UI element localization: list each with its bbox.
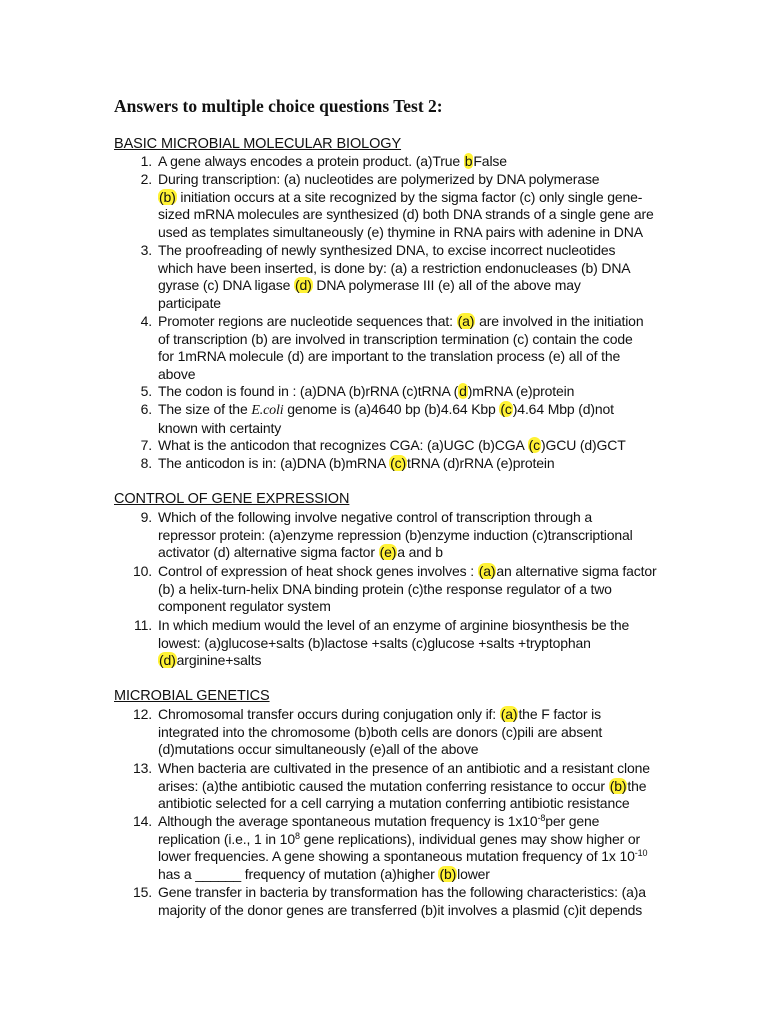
question-line [158, 420, 674, 438]
question-line [158, 189, 674, 207]
text-run: known with certainty [158, 419, 282, 436]
question-line [158, 760, 674, 778]
text-run: per gene [545, 813, 600, 829]
answer-highlight: (c) [390, 455, 407, 471]
question-text [158, 383, 674, 401]
text-run: has a ______ frequency of mutation (a)higher [158, 865, 439, 882]
answer-highlight: (a) [478, 563, 496, 579]
question-line [158, 617, 674, 635]
text-run: )mRNA (e)protein [467, 383, 575, 399]
question-number: 10. [132, 563, 152, 579]
text-run: The anticodon is in: (a)DNA (b)mRNA [158, 455, 390, 471]
answer-highlight: (c [528, 437, 540, 453]
question-text [158, 617, 674, 670]
question-line [158, 153, 674, 171]
question-line [158, 598, 674, 616]
text-run: Chromosomal transfer occurs during conjugation only if: [158, 706, 500, 722]
superscript-text: 8 [294, 830, 300, 841]
question-line [158, 295, 674, 313]
text-run: In which medium would the level of an enzyme of arginine biosynthesis be the [158, 617, 630, 633]
question-text [158, 153, 674, 171]
text-run: integrated into the chromosome (b)both cells are donors (c)pili are absent [158, 723, 603, 740]
section-heading-molecular-biology: BASIC MICROBIAL MOLECULAR BIOLOGY [114, 136, 402, 152]
text-run: (b) a helix-turn-helix DNA binding protein (c)the response regulator of a two [158, 580, 612, 597]
text-run: During transcription: (a) nucleotides are polymerized by DNA polymerase [158, 171, 600, 187]
text-run: Although the average spontaneous mutation frequency is 1x10 [158, 813, 538, 829]
question-line [158, 866, 674, 884]
question-number: 2. [140, 171, 152, 187]
question-line [158, 313, 674, 331]
question-number: 5. [140, 383, 152, 399]
answer-highlight: d [459, 383, 467, 399]
question-line [158, 348, 674, 366]
question-text [158, 813, 674, 883]
question-line [158, 366, 674, 384]
question-text [158, 313, 674, 383]
question-line [158, 724, 674, 742]
question-number: 12. [132, 706, 152, 722]
text-run: of transcription (b) are involved in transcription termination (c) contain the code [158, 330, 633, 347]
question-number: 14. [132, 813, 152, 829]
text-run: The codon is found in : (a)DNA (b)rRNA (c)tRNA ( [158, 383, 459, 399]
text-run: activator (d) alternative sigma factor [158, 544, 379, 561]
question-line [158, 242, 674, 260]
section-heading-microbial-genetics: MICROBIAL GENETICS [114, 688, 270, 704]
text-run: above [158, 365, 196, 382]
text-run: The size of the [158, 401, 252, 417]
page-title: Answers to multiple choice questions Test 2: [114, 96, 443, 116]
question-line [158, 778, 674, 796]
text-run: gyrase (c) DNA ligase [158, 277, 294, 294]
question-line [158, 527, 674, 545]
question-line [158, 831, 674, 849]
question-text [158, 509, 674, 562]
section-heading-gene-expression: CONTROL OF GENE EXPRESSION [114, 491, 350, 507]
question-line [158, 635, 674, 653]
superscript-text: -8 [537, 813, 546, 823]
question-line [158, 813, 674, 831]
text-run: repressor protein: (a)enzyme repression (b)enzyme induction (c)transcriptional [158, 526, 633, 543]
text-run: participate [158, 294, 221, 311]
question-number: 9. [140, 509, 152, 525]
question-number: 3. [140, 242, 152, 258]
question-number: 4. [140, 313, 152, 329]
answer-highlight: (b) [159, 188, 176, 205]
answer-highlight: (d) [294, 277, 312, 294]
question-line [158, 563, 674, 581]
question-line [158, 401, 674, 420]
answer-highlight: (d) [159, 652, 176, 669]
text-run: sized mRNA molecules are synthesized (d) both DNA strands of a single gene are [158, 206, 654, 223]
text-run: genome is (a)4640 bp (b)4.64 Kbp [283, 401, 500, 417]
question-line [158, 884, 674, 902]
question-line [158, 848, 674, 866]
text-run: majority of the donor genes are transferred (b)it involves a plasmid (c)it depends [158, 901, 643, 918]
answer-highlight: (a) [457, 313, 475, 329]
question-line [158, 706, 674, 724]
question-line [158, 206, 674, 224]
question-text [158, 884, 674, 919]
text-run: an alternative sigma factor [496, 563, 657, 579]
answer-highlight: (b) [439, 865, 457, 882]
text-run: the [627, 777, 647, 794]
text-run: Control of expression of heat shock genes involves : [158, 563, 478, 579]
text-run: )GCU (d)GCT [540, 437, 626, 453]
text-run: What is the anticodon that recognizes CGA: (a)UGC (b)CGA [158, 437, 528, 453]
text-run: DNA polymerase III (e) all of the above may [312, 277, 581, 294]
question-text [158, 760, 674, 813]
text-run: False [473, 153, 507, 169]
question-line [158, 171, 674, 189]
question-line [158, 437, 674, 455]
question-number: 11. [134, 617, 152, 633]
answer-highlight: b [464, 153, 473, 169]
question-text [158, 242, 674, 312]
superscript-text: -10 [634, 848, 648, 859]
question-text [158, 171, 674, 241]
text-run: lowest: (a)glucose+salts (b)lactose +salts (c)glucose +salts +tryptophan [158, 634, 591, 651]
answer-highlight: (a) [500, 706, 518, 722]
italic-text: E.coli [251, 403, 284, 418]
question-number: 1. [140, 153, 152, 169]
question-line [158, 260, 674, 278]
text-run: initiation occurs at a site recognized by the sigma factor (c) only single gene- [176, 188, 643, 205]
text-run: The proofreading of newly synthesized DNA, to excise incorrect nucleotides [158, 242, 616, 258]
question-line [158, 331, 674, 349]
question-text [158, 706, 674, 759]
text-run: arises: (a)the antibiotic caused the mutation conferring resistance to occur [158, 777, 609, 794]
question-line [158, 902, 674, 920]
answer-highlight: (e) [379, 544, 397, 561]
text-run: A gene always encodes a protein product. (a)True [158, 153, 464, 169]
text-run: Which of the following involve negative control of transcription through a [158, 509, 593, 525]
text-run: which have been inserted, is done by: (a) a restriction endonucleases (b) DNA [158, 259, 631, 276]
question-line [158, 383, 674, 401]
text-run: a and b [397, 544, 443, 561]
text-run: for 1mRNA molecule (d) are important to the translation process (e) all of the [158, 348, 621, 365]
text-run: Gene transfer in bacteria by transformation has the following characteristics: (a)a [158, 884, 646, 900]
question-text [158, 401, 674, 437]
text-run: component regulator system [158, 598, 331, 615]
answer-highlight: (c [500, 401, 512, 417]
question-number: 6. [140, 401, 152, 417]
text-run: replication (i.e., 1 in 10 [158, 830, 295, 847]
text-run: When bacteria are cultivated in the presence of an antibiotic and a resistant clone [158, 760, 650, 776]
question-number: 15. [132, 884, 152, 900]
question-line [158, 652, 674, 670]
text-run: used as templates simultaneously (e) thymine in RNA pairs with adenine in DNA [158, 223, 643, 240]
question-number: 7. [140, 437, 152, 453]
question-line [158, 581, 674, 599]
question-number: 13. [132, 760, 152, 776]
question-text [158, 455, 674, 473]
text-run: Promoter regions are nucleotide sequences that: [158, 313, 457, 329]
question-line [158, 544, 674, 562]
question-text [158, 437, 674, 455]
question-line [158, 509, 674, 527]
text-run: lower frequencies. A gene showing a spontaneous mutation frequency of 1x 10 [158, 848, 635, 865]
text-run: gene replications), individual genes may show higher or [299, 830, 641, 847]
question-number: 8. [140, 455, 152, 471]
text-run: )4.64 Mbp (d)not [512, 401, 614, 417]
question-line [158, 224, 674, 242]
question-text [158, 563, 674, 616]
text-run: the F factor is [518, 706, 601, 722]
text-run: are involved in the initiation [475, 313, 644, 329]
text-run: tRNA (d)rRNA (e)protein [407, 455, 555, 471]
question-line [158, 741, 674, 759]
text-run: (d)mutations occur simultaneously (e)all of the above [158, 741, 479, 758]
text-run: lower [457, 865, 490, 882]
question-line [158, 795, 674, 813]
answer-highlight: (b) [609, 777, 627, 794]
question-line [158, 455, 674, 473]
text-run: arginine+salts [176, 652, 262, 669]
text-run: antibiotic selected for a cell carrying a mutation conferring antibiotic resistance [158, 795, 630, 812]
question-line [158, 277, 674, 295]
